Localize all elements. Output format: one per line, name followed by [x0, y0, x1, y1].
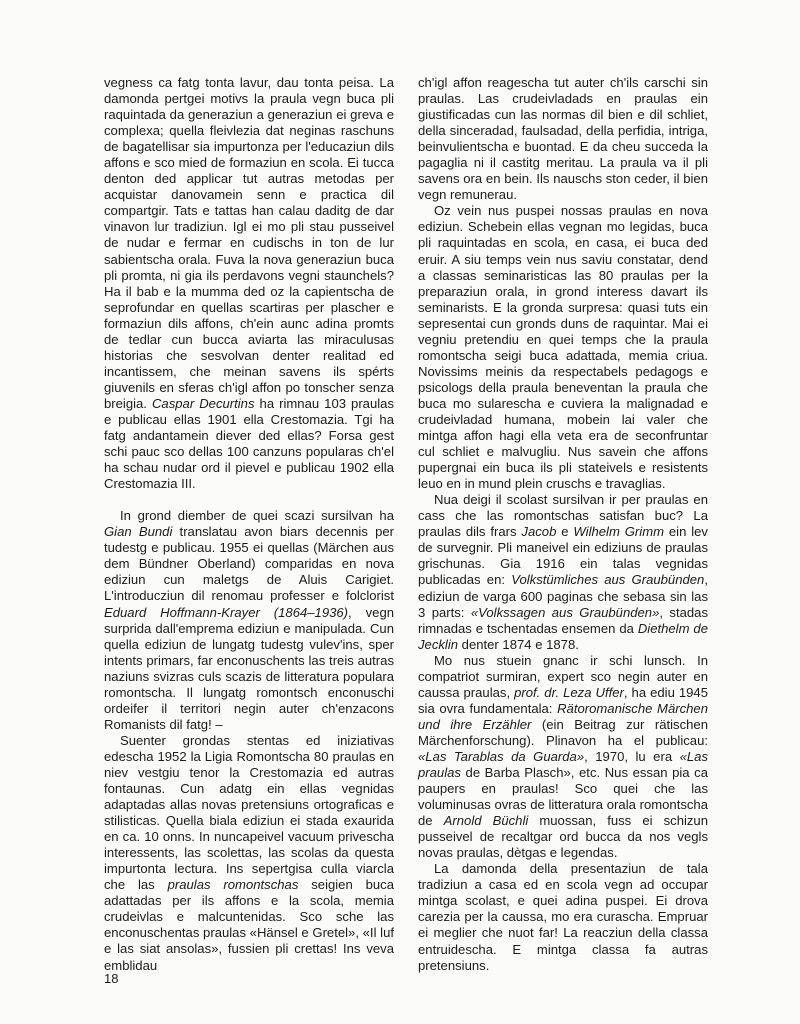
text-run: vegness ca fatg tonta lavur, dau tonta peisa. La damonda pertgei motivs la praula vegn buca pli raquintada da generaziun a generaziun ei greva e complexa; quella fleivlezia dat neginas raschuns de bagatellisar sia impurtonza per l'educaziun dils affons e sco mied de formaziun en scola. Ei tucca denton ded applicar tut autras metodas per acquistar danovamein senn e practica dil compartgir. Tats e tattas han calau daditg de dar vinavon lur tradiziun. Igl ei mo pli stau pusseivel de nudar e fermar en cudischs in ton de lur sabientscha orala. Fuva la nova generaziun buca pli promta, ni gia ils perdavons vegni staunchels? Ha il bab e la mumma ded oz la capientscha de seprofundar en quellas scartiras per plascher e formaziun dils affons, ch'ein aunc adina promts de tedlar cun bucca aviarta las miraculusas historias che sesvolvan denter realitad ed incantissem, che meinan savens ils spérts giuvenils en sferas ch'igl affon po tonscher senza breigia. — [104, 75, 394, 411]
paragraph — [104, 75, 394, 492]
paragraph — [418, 203, 708, 492]
right-column — [418, 75, 708, 974]
text-run: , ediziun de varga 600 paginas che sebasa sin las 3 parts: — [418, 572, 708, 620]
italic-text: praulas romontschas — [167, 877, 299, 893]
text-run: ein lev de survegnir. Pli maneivel ein ediziuns de praulas grischunas. Gia 1916 ein talas vegnidas publicadas en: — [418, 524, 708, 588]
text-run: , etc. Nus essan pia ca paupers en praulas! Sco quei che las voluminusas ovras de litteratura orala romontscha de — [418, 765, 708, 829]
text-run: ha rimnau 103 praulas e publicau ellas 1901 ella Crestomazia. Tgi ha fatg andantamein diever ded ellas? Forsa gest schi pauc sco dellas 100 canzuns popularas ch'el ha schau nudar ord il pievel e publicau 1902 ella Crestomazia III. — [104, 395, 394, 492]
text-run: La damonda della presentaziun de tala tradiziun a casa ed en scola vegn ad occupar mintga scolast, e quei adina puspei. Ei drova carezia per la caussa, mo era curascha. Empruar ei meglier che nuot far! La reacziun della classa entruidescha. E mintga classa fa autras pretensiuns. — [418, 861, 708, 973]
text-run: Oz vein nus puspei nossas praulas en nova ediziun. Schebein ellas vegnan mo legidas, buca pli raquintadas en scola, en casa, ei buca ded eruir. A siu temps vein nus saviu constatar, dend a classas seminaristicas las 80 praulas per la preparaziun orala, in grond interess davart ils seminarists. E la gronda surpresa: quasi tuts ein sepresentai cun gronds duns de raquintar. Mai ei vegniu pretendiu en quei temps che la praula romontscha seigi buca adattada, memia criua. Novissims meinis da respectabels pedagogs e psicologs della praula beneventan la praula che buca mo sularescha e cuviera la malignadad e crudeivladad humana, mobein lai valer che mintga affon hagi ella veta era de seconfruntar cul schliet e malvugliu. Nus savein che affons pupergnai ein buca ils pli stateivels e resistents leuo en in mund plein cruschs e travaglias. — [418, 203, 708, 492]
paragraph — [418, 861, 708, 973]
text-run: Suenter grondas stentas ed iniziativas edescha 1952 la Ligia Romontscha 80 praulas en niev vestgiu tenor la Crestomazia ed autras fontaunas. Cun adatg ein ellas vegnidas adaptadas allas novas pretensiuns ortograficas e stilisticas. Quella biala ediziun ei stada exaurida en ca. 10 onns. In nuncapeivel vacuum privescha interessents, las scolettas, las scolas da questa impurtonta lectura. Ins sepertgisa culla viarcla che las — [104, 732, 394, 893]
text-run: translatau avon biars decennis per tudestg e publicau. 1955 ei quellas (Märchen aus dem Bündner Oberland) comparidas en nova ediziun cun maletgs de Aluis Carigiet. L'introducziun dil renomau professer e folclorist — [104, 524, 394, 604]
text-run: de Barba Plasch» — [460, 765, 571, 781]
italic-text: Volkstümliches aus Graubünden — [511, 572, 705, 588]
italic-text: Diethelm de Jecklin — [418, 620, 708, 652]
page-number: 18 — [104, 971, 119, 986]
text-run: Nua deigi il scolast sursilvan ir per praulas en cass che las romontschas satisfan buc? La praulas dils frars — [418, 492, 708, 540]
text-run: , 1970, lu era — [584, 748, 680, 764]
text-run: muossan, fuss ei schizun pusseivel de recaltgar ord bucca da nos vegls novas praulas, dètgas e legendas. — [418, 813, 708, 861]
text-run: , vegn surprida dall'emprema ediziun e manipulada. Cun quella ediziun de lungatg tudestg vulev'ins, sper intents primars, far enconuschents las treis autras naziuns svizras culs scazis de litteratura populara romontscha. Il lungatg romontsch enconuschi ordeifer il territori negin auter ch'enzacons Romanists dil fatg! – — [104, 604, 395, 732]
italic-text: Jacob — [521, 524, 557, 540]
text-run: , ha ediu 1945 sia ovra fundamentala: — [418, 684, 708, 716]
italic-text: Eduard Hoffmann-Krayer (1864–1936) — [104, 604, 349, 620]
italic-text: prof. dr. Leza Uffer — [514, 684, 624, 700]
italic-text: «Las praulas — [418, 748, 708, 781]
paragraph — [418, 75, 708, 203]
text-run: seigien buca adattadas per ils affons e la scola, memia crudeivlas e malcuntenidas. Sco sche las enconuschentas praulas «Hänsel e Gretel», «Il luf e las siat ansolas», fussien pli crettas! Ins veva emblidau — [104, 877, 394, 973]
text-run: In grond diember de quei scazi sursilvan ha — [120, 508, 394, 524]
italic-text: «Las Tarablas da Guarda» — [418, 748, 585, 764]
text-run: (ein Beitrag zur rätischen Märchenforschung). Plinavon ha el publicau: — [418, 716, 708, 748]
paragraph — [418, 653, 708, 862]
italic-text: Arnold Büchli — [443, 813, 529, 829]
text-run: denter 1874 e 1878. — [458, 636, 579, 652]
text-run: Mo nus stuein gnanc ir schi lunsch. In compatriot surmiran, expert sco negin auter en caussa praulas, — [418, 652, 708, 700]
text-run: e — [556, 524, 574, 540]
left-column — [104, 75, 394, 974]
italic-text: Gian Bundi — [104, 524, 173, 540]
text-run: ch'igl affon reagescha tut auter ch'ils carschi sin praulas. Las crudeivladads en praulas ein giustificadas cun las normas dil bien e dil schliet, della sinceradad, faulsadad, della perfidia, intriga, beinvulientscha e buontad. E da cheu succeda la pagaglia ni il castitg meritau. La praula va il pli savens ora en bein. Ils nauschs ston ceder, il bien vegn remunerau. — [418, 75, 708, 203]
paragraph — [104, 733, 394, 974]
text-run: , stadas rimnadas e tschentadas ensemen da — [418, 604, 709, 636]
italic-text: Rätoromanische Märchen und ihre Erzähler — [418, 700, 708, 732]
italic-text: «Volkssagen aus Graubünden» — [470, 604, 660, 620]
italic-text: Wilhelm Grimm — [573, 524, 665, 540]
paragraph — [104, 508, 394, 733]
paragraph — [418, 492, 708, 652]
italic-text: Caspar Decurtins — [151, 395, 255, 411]
